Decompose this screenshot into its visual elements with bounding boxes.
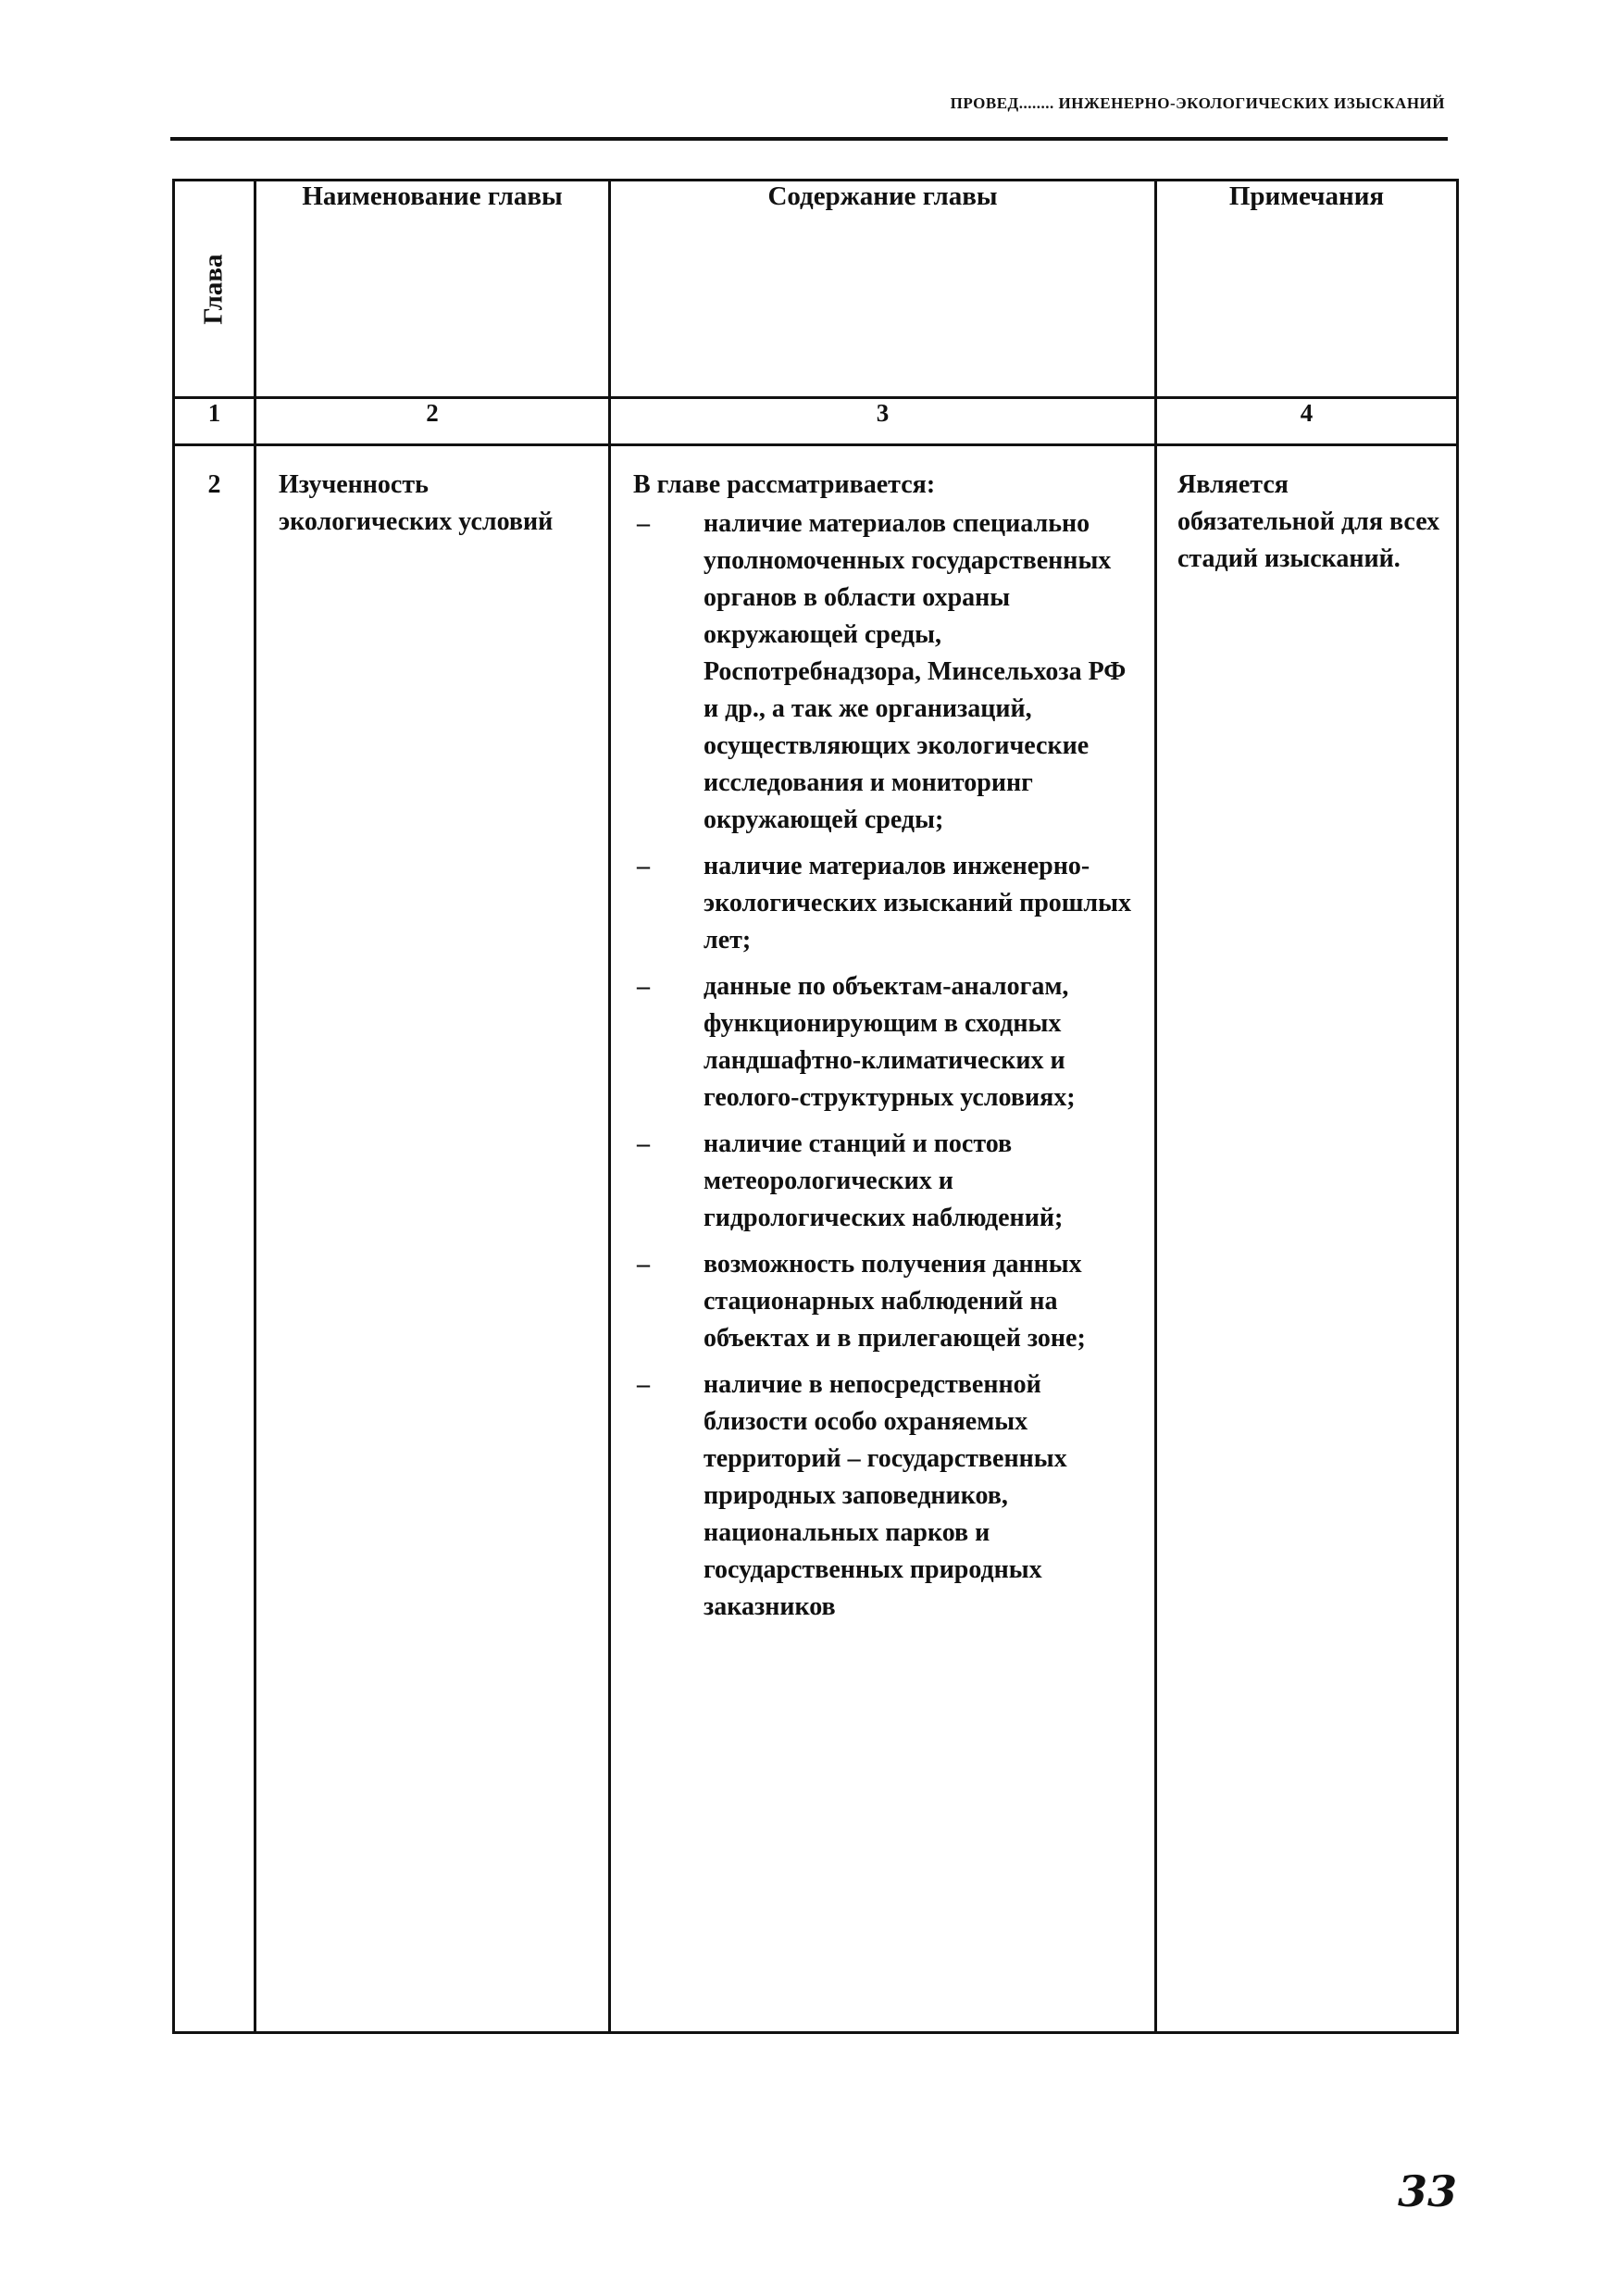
list-item xyxy=(633,1246,1143,1357)
list-item-text: наличие станций и постов метеорологических и гидрологических наблюдений; xyxy=(704,1129,1064,1232)
dash-marker: – xyxy=(637,852,650,880)
list-item xyxy=(633,1366,1143,1626)
chapter-content xyxy=(610,445,1156,2033)
content-list xyxy=(633,505,1143,1626)
chapter-table xyxy=(172,179,1459,2034)
running-head: ПРОВЕД........ ИНЖЕНЕРНО-ЭКОЛОГИЧЕСКИХ ИЗЫСКАНИЙ xyxy=(950,94,1445,112)
header-rule xyxy=(170,137,1448,141)
list-item-text: наличие материалов инженерно-экологических изысканий прошлых лет; xyxy=(704,852,1131,955)
table-row xyxy=(174,445,1458,2033)
header-cell-chapter xyxy=(174,181,255,398)
chapter-note: Является обязательной для всех стадий изысканий. xyxy=(1156,445,1458,2033)
header-cell-name: Наименование главы xyxy=(255,181,610,398)
dash-marker: – xyxy=(637,972,650,1001)
list-item xyxy=(633,848,1143,959)
column-number: 3 xyxy=(610,398,1156,445)
column-number: 2 xyxy=(255,398,610,445)
list-item xyxy=(633,1126,1143,1237)
header-cell-notes: Примечания xyxy=(1156,181,1458,398)
column-number: 4 xyxy=(1156,398,1458,445)
list-item-text: наличие в непосредственной близости особо охраняемых территорий – государственных природных заповедников, национальных парков и государственных природных заказников xyxy=(704,1370,1067,1621)
list-item xyxy=(633,968,1143,1117)
table-header-row xyxy=(174,181,1458,398)
column-number-row xyxy=(174,398,1458,445)
list-item xyxy=(633,505,1143,839)
dash-marker: – xyxy=(637,1250,650,1279)
list-item-text: данные по объектам-аналогам, функционирующим в сходных ландшафтно-климатических и геолого-структурных условиях; xyxy=(704,972,1076,1112)
header-cell-content: Содержание главы xyxy=(610,181,1156,398)
chapter-number: 2 xyxy=(174,445,255,2033)
dash-marker: – xyxy=(637,509,650,538)
list-item-text: наличие материалов специально уполномоченных государственных органов в области охраны окружающей среды, Роспотребнадзора, Минсельхоза РФ и др., а так же организаций, осуществляющих экологические исследования и мониторинг окружающей среды; xyxy=(704,509,1127,834)
dash-marker: – xyxy=(637,1129,650,1158)
chapter-name: Изученность экологических условий xyxy=(255,445,610,2033)
column-number: 1 xyxy=(174,398,255,445)
content-intro: В главе рассматривается: xyxy=(633,470,936,499)
header-chapter-label: Глава xyxy=(199,253,229,325)
list-item-text: возможность получения данных стационарных наблюдений на объектах и в прилегающей зоне; xyxy=(704,1250,1086,1353)
dash-marker: – xyxy=(637,1370,650,1399)
page-number: 33 xyxy=(1398,2166,1458,2216)
